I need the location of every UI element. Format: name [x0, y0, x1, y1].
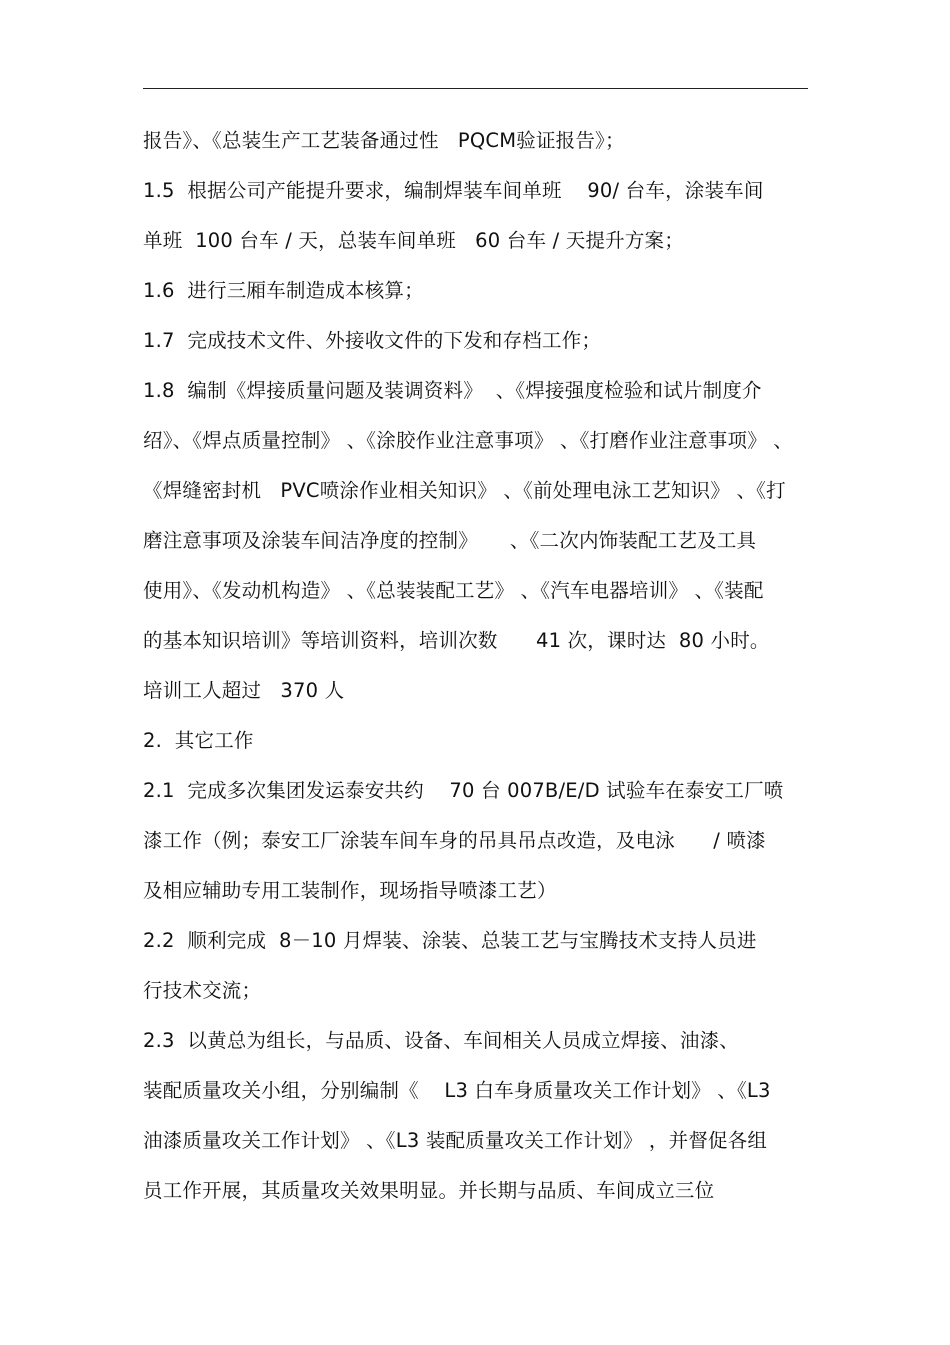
text-line: 漆工作（例；泰安工厂涂装车间车身的吊具吊点改造，及电泳 / 喷漆 [143, 829, 766, 852]
text-line: 单班 100 台车 / 天，总装车间单班 60 台车 / 天提升方案； [143, 229, 684, 252]
text-line: 装配质量攻关小组，分别编制《 L3 白车身质量攻关工作计划》 、《L3 [143, 1079, 771, 1102]
text-line: 报告》、《总装生产工艺装备通过性 PQCM验证报告》； [143, 129, 625, 152]
section-heading: 2. 其它工作 [143, 729, 254, 752]
text-line: 培训工人超过 370 人 [143, 679, 345, 702]
text-line: 行技术交流； [143, 979, 262, 1002]
text-line: 2.3 以黄总为组长，与品质、设备、车间相关人员成立焊接、油漆、 [143, 1029, 740, 1052]
text-line: 1.8 编制《焊接质量问题及装调资料》 、《焊接强度检验和试片制度介 [143, 379, 762, 402]
text-line: 油漆质量攻关工作计划》 、《L3 装配质量攻关工作计划》 ，并督促各组 [143, 1129, 768, 1152]
text-line: 员工作开展，其质量攻关效果明显。并长期与品质、车间成立三位 [143, 1179, 715, 1202]
text-line: 的基本知识培训》等培训资料，培训次数 41 次，课时达 80 小时。 [143, 629, 770, 652]
text-line: 绍》、《焊点质量控制》 、《涂胶作业注意事项》 、《打磨作业注意事项》 、 [143, 429, 793, 452]
text-line: 《焊缝密封机 PVC喷涂作业相关知识》 、《前处理电泳工艺知识》 、《打 [143, 479, 786, 502]
text-line: 2.2 顺利完成 8－10 月焊装、涂装、总装工艺与宝腾技术支持人员进 [143, 929, 757, 952]
header-rule [143, 88, 808, 89]
text-line: 2.1 完成多次集团发运泰安共约 70 台 007B/E/D 试验车在泰安工厂喷 [143, 779, 784, 802]
text-line: 1.6 进行三厢车制造成本核算； [143, 279, 424, 302]
text-line: 磨注意事项及涂装车间洁净度的控制》 、《二次内饰装配工艺及工具 [143, 529, 757, 552]
text-line: 使用》、《发动机构造》 、《总装装配工艺》 、《汽车电器培训》 、《装配 [143, 579, 764, 602]
text-line: 1.5 根据公司产能提升要求，编制焊装车间单班 90/ 台车，涂装车间 [143, 179, 764, 202]
text-line: 及相应辅助专用工装制作，现场指导喷漆工艺） [143, 879, 557, 902]
text-line: 1.7 完成技术文件、外接收文件的下发和存档工作； [143, 329, 602, 352]
